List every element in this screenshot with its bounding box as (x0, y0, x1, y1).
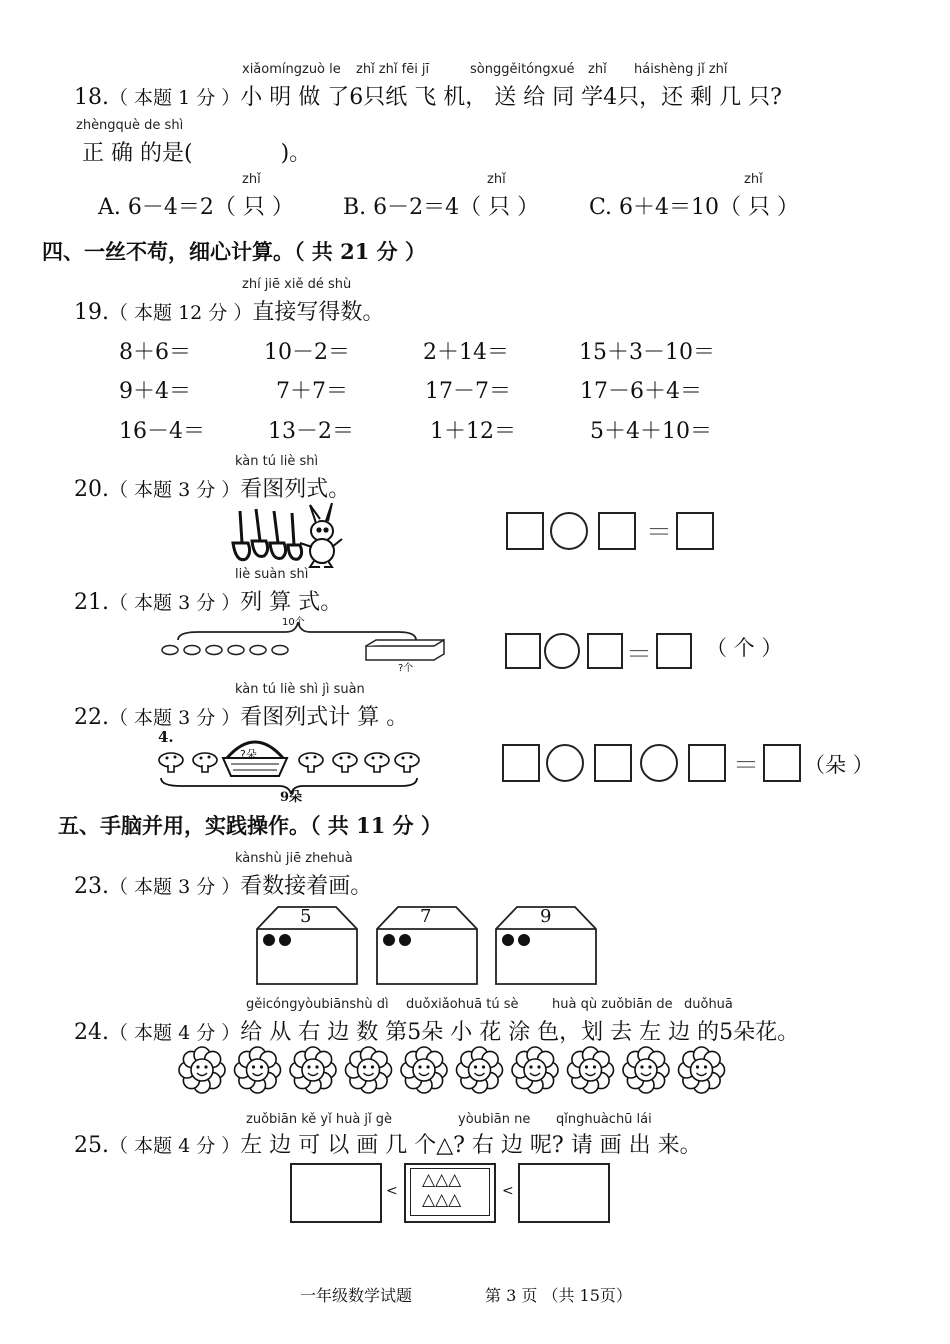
pinyin: zhǐ (744, 172, 763, 187)
flower-row[interactable] (174, 1044, 734, 1096)
section-title: 五、手脑并用，实践操作。（ 共 11 分 ） (58, 813, 442, 838)
calc-item[interactable]: 5＋4＋10＝ (590, 419, 712, 444)
flower[interactable] (512, 1047, 558, 1093)
calc-item[interactable]: 17－6＋4＝ (580, 379, 702, 404)
answer-box[interactable] (502, 744, 540, 782)
right-draw-box[interactable] (518, 1163, 610, 1223)
house-number: 5 (300, 906, 312, 927)
pinyin: qǐnghuàchū lái (556, 1112, 652, 1127)
sub-marker: 4. (158, 728, 174, 746)
question-25: 25.（ 本题 4 分 ）左 边 可 以 画 几 个△? 右 边 呢? 请 画 出 来。 (74, 1133, 702, 1158)
house-number: 9 (540, 906, 552, 927)
question-24: 24.（ 本题 4 分 ）给 从 右 边 数 第5朵 小 花 涂 色，划 去 左 边 的5朵花。 (74, 1020, 800, 1045)
pinyin: zhèngquè de shì (76, 118, 184, 133)
score-tag: （ 本题 1 分 ） (109, 87, 241, 109)
question-20: 20.（ 本题 3 分 ）看图列式。 (74, 477, 351, 502)
pinyin: duǒhuā (684, 997, 733, 1012)
option-b[interactable]: B. 6－2＝4（ 只 ） (343, 195, 540, 220)
calc-item[interactable]: 17－7＝ (425, 379, 511, 404)
calc-item[interactable]: 9＋4＝ (119, 379, 191, 404)
question-21: 21.（ 本题 3 分 ）列 算 式。 (74, 590, 343, 615)
pinyin: gěicóngyòubiānshù dì (246, 997, 389, 1012)
pinyin: zhǐ (588, 62, 607, 77)
operator-circle[interactable] (550, 512, 588, 550)
equals-sign: ＝ (646, 518, 673, 548)
question-19: 19.（ 本题 12 分 ）直接写得数。 (74, 300, 385, 325)
flower[interactable] (679, 1047, 725, 1093)
flower[interactable] (623, 1047, 669, 1093)
shovels-rabbit-illustration (228, 503, 348, 569)
pinyin: xiǎomíngzuò le (242, 62, 341, 77)
flower[interactable] (401, 1047, 447, 1093)
option-c[interactable]: C. 6＋4＝10（ 只 ） (589, 195, 800, 220)
question-18 (74, 80, 782, 111)
basket-label: ?朵 (240, 748, 257, 761)
answer-box[interactable] (505, 633, 541, 669)
pinyin: zhǐ (242, 172, 261, 187)
less-than-sign: < (386, 1183, 398, 1199)
question-22: 22.（ 本题 3 分 ）看图列式计 算 。 (74, 705, 409, 730)
equals-sign: ＝ (626, 640, 653, 670)
answer-box[interactable] (506, 512, 544, 550)
pinyin: kànshù jiē zhehuà (235, 851, 353, 866)
answer-box[interactable] (656, 633, 692, 669)
page-number: 第 3 页 （共 15页） (485, 1286, 632, 1305)
pinyin: liè suàn shì (235, 567, 309, 582)
answer-box[interactable] (676, 512, 714, 550)
calc-item[interactable]: 13－2＝ (268, 419, 354, 444)
calc-item[interactable]: 1＋12＝ (430, 419, 516, 444)
calc-item[interactable]: 10－2＝ (264, 340, 350, 365)
pinyin: háishèng jǐ zhǐ (634, 62, 728, 77)
answer-box[interactable] (763, 744, 801, 782)
question-23: 23.（ 本题 3 分 ）看数接着画。 (74, 874, 373, 899)
flower[interactable] (457, 1047, 503, 1093)
unit-label: （朵 ） (804, 753, 874, 777)
flower[interactable] (235, 1047, 281, 1093)
box-label: ?个 (398, 663, 414, 674)
pinyin: zhǐ zhǐ fēi jī (356, 62, 430, 77)
answer-box[interactable] (598, 512, 636, 550)
operator-circle[interactable] (546, 744, 584, 782)
unit-label: （ 个 ） (706, 636, 783, 660)
pinyin: duǒxiǎohuā tú sè (406, 997, 519, 1012)
operator-circle[interactable] (544, 633, 580, 669)
pinyin: kàn tú liè shì (235, 454, 319, 469)
left-draw-box[interactable] (290, 1163, 382, 1223)
flower[interactable] (568, 1047, 614, 1093)
pinyin: sònggěitóngxué (470, 62, 575, 77)
brace-label: 9朵 (280, 790, 303, 805)
triangles: △△△ △△△ (422, 1170, 462, 1210)
option-a[interactable]: A. 6－4＝2（ 只 ） (98, 195, 294, 220)
brace-label: 10个 (282, 617, 305, 628)
operator-circle[interactable] (640, 744, 678, 782)
flower[interactable] (179, 1047, 225, 1093)
calc-item[interactable]: 15＋3－10＝ (579, 340, 715, 365)
pinyin: zhǐ (487, 172, 506, 187)
answer-box[interactable] (587, 633, 623, 669)
calc-item[interactable]: 2＋14＝ (423, 340, 509, 365)
flower[interactable] (290, 1047, 336, 1093)
house-number: 7 (420, 906, 432, 927)
calc-item[interactable]: 16－4＝ (119, 419, 205, 444)
answer-box[interactable] (688, 744, 726, 782)
pinyin: kàn tú liè shì jì suàn (235, 682, 365, 697)
equals-sign: ＝ (733, 751, 760, 781)
question-number: 18. (74, 85, 109, 110)
answer-box[interactable] (594, 744, 632, 782)
section-title: 四、一丝不苟，细心计算。（ 共 21 分 ） (42, 239, 426, 264)
pinyin: zuǒbiān kě yǐ huà jǐ gè (246, 1112, 393, 1127)
pinyin: zhí jiē xiě dé shù (242, 277, 352, 292)
less-than-sign: < (502, 1183, 514, 1199)
pinyin: huà qù zuǒbiān de (552, 997, 673, 1012)
answer-line: 正 确 的是( )。 (82, 141, 312, 166)
pinyin: yòubiān ne (458, 1112, 531, 1127)
calc-item[interactable]: 8＋6＝ (119, 340, 191, 365)
flower[interactable] (346, 1047, 392, 1093)
calc-item[interactable]: 7＋7＝ (276, 379, 348, 404)
footer-title: 一年级数学试题 (300, 1286, 413, 1305)
question-text: 小 明 做 了6只纸 飞 机， 送 给 同 学4只，还 剩 几 只? (240, 85, 782, 110)
